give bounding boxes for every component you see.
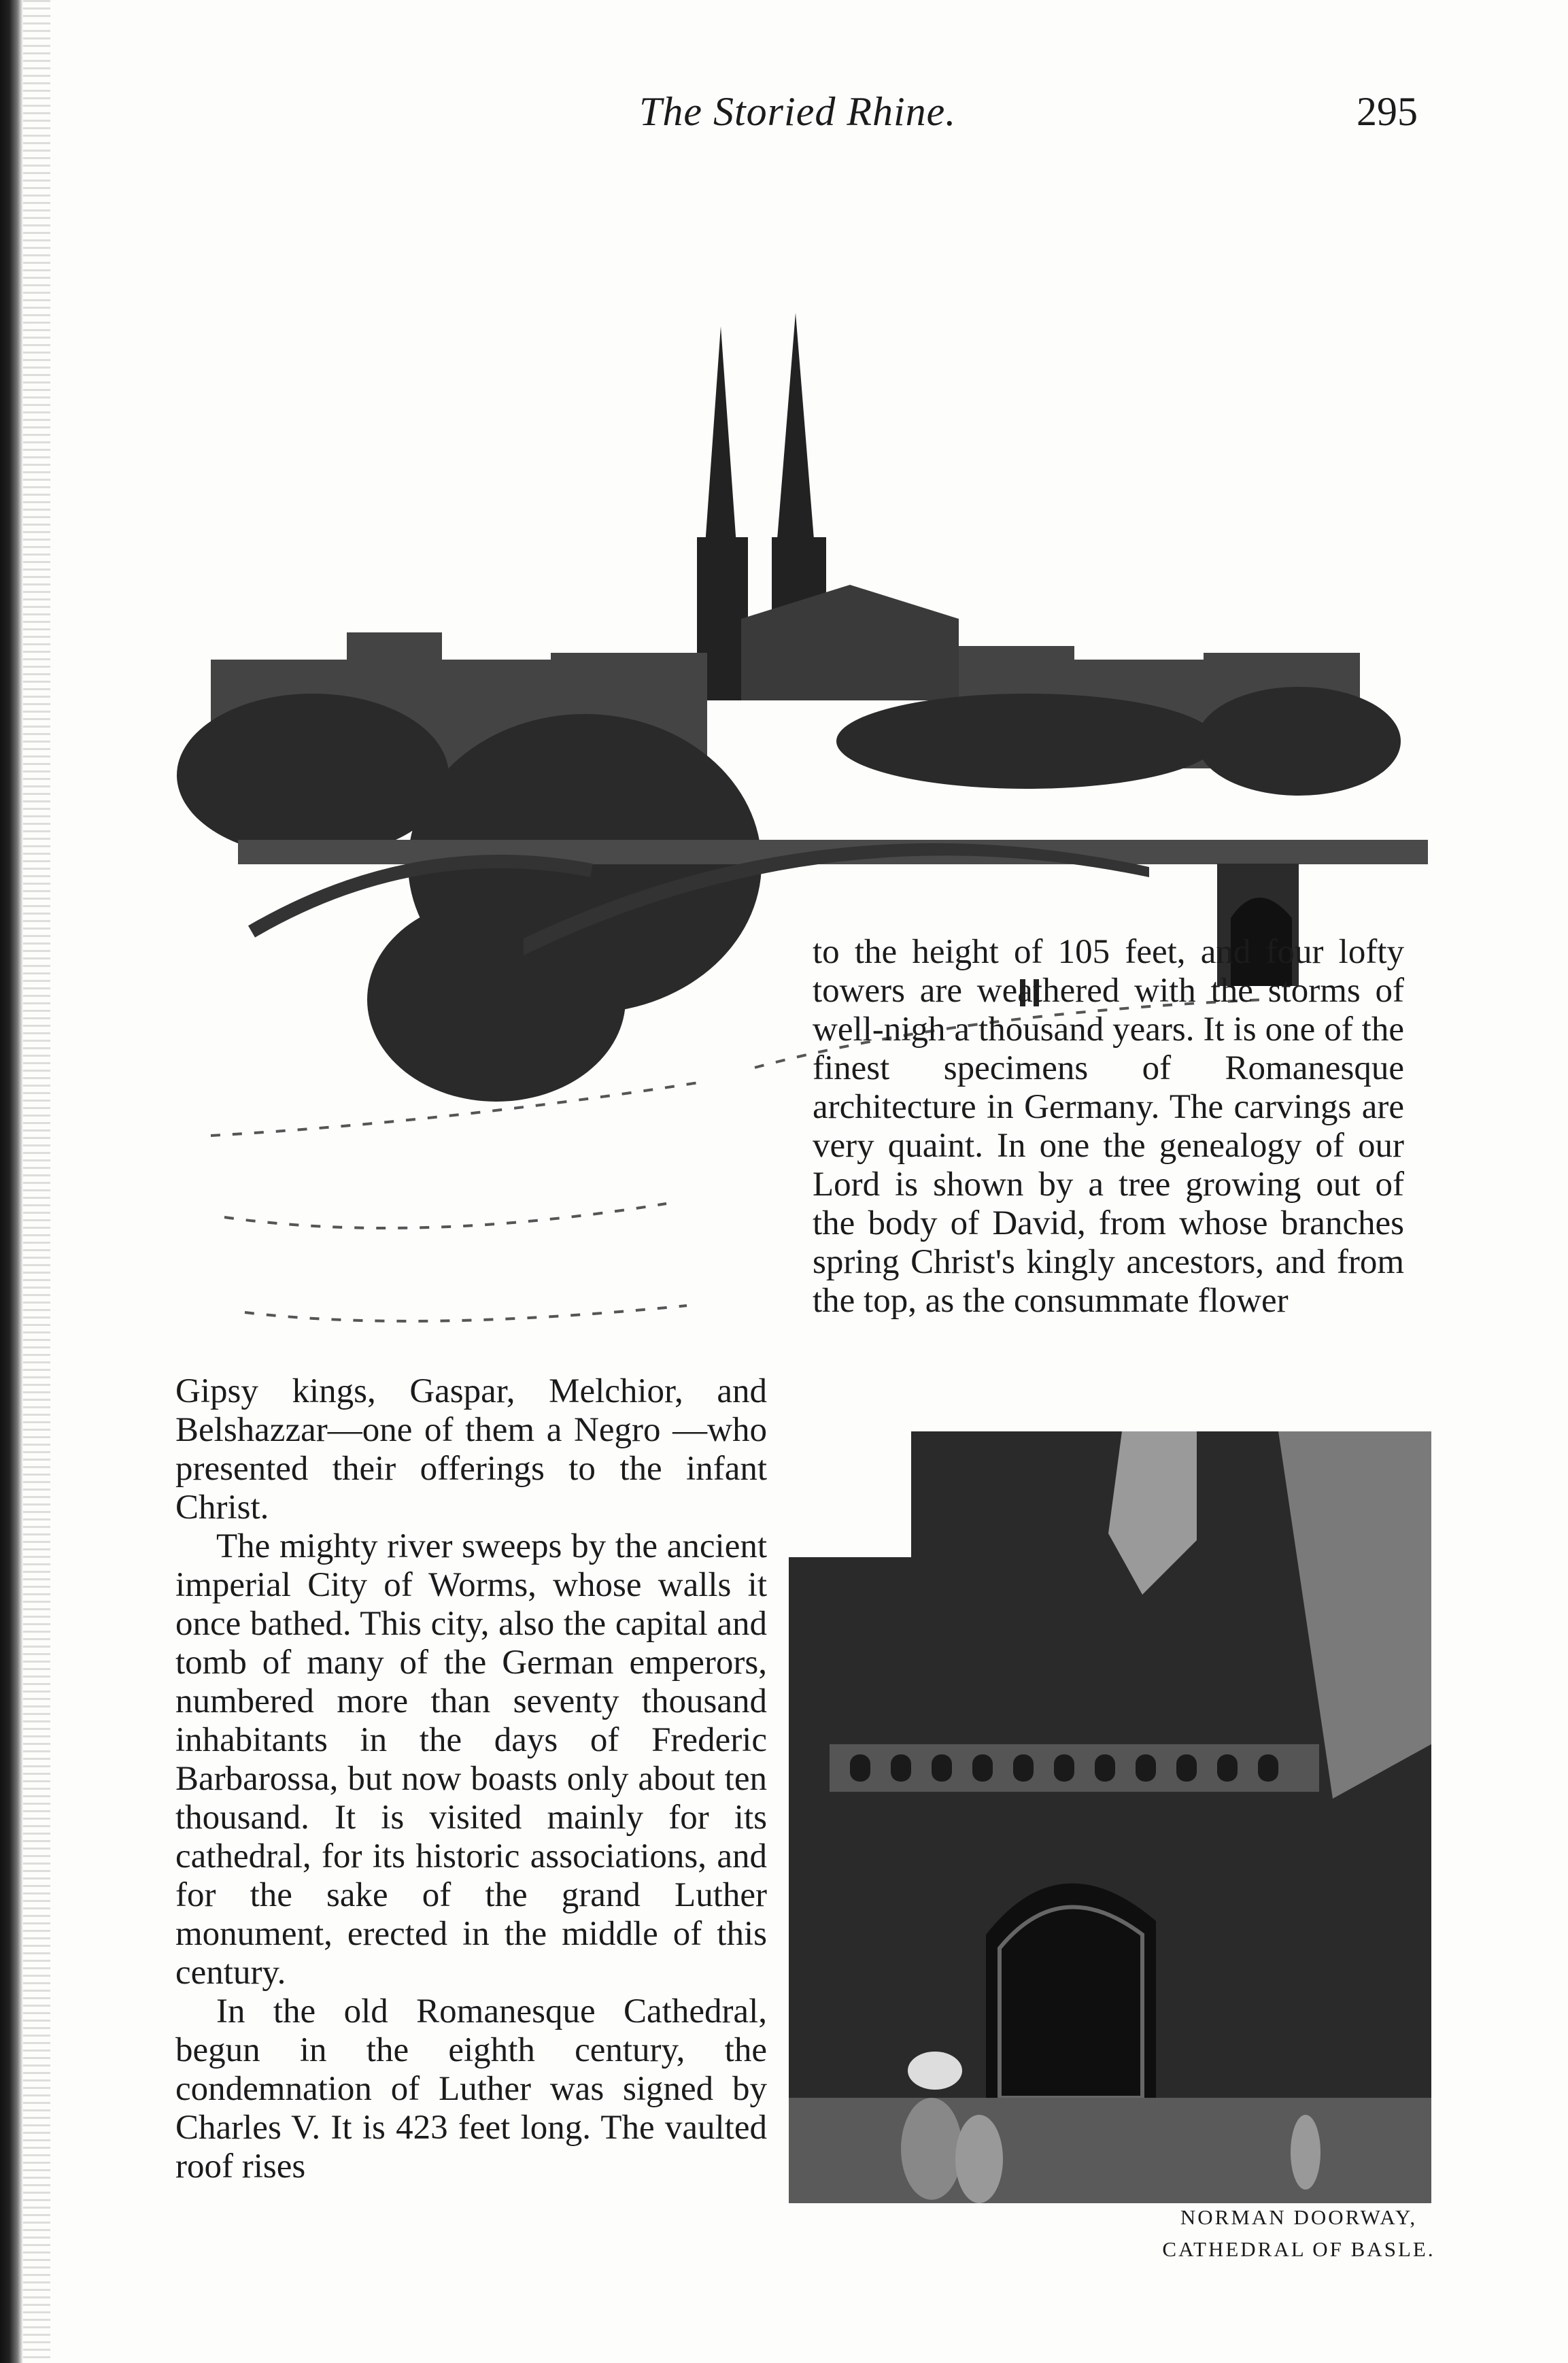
left-paragraph-1: Gipsy kings, Gaspar, Melchior, and Belshazzar—one of them a Negro —who presented their offerings to the infant Christ. <box>175 1372 767 1527</box>
page-number: 295 <box>1357 89 1418 134</box>
figure-caption-line-1: NORMAN DOORWAY, <box>1180 2205 1418 2229</box>
left-paragraph-3: In the old Romanesque Cathedral, begun in the eighth century, the condemnation of Luther was signed by Charles V. It is 423 feet long. The vaulted roof rises <box>175 1992 767 2186</box>
left-paragraph-2: The mighty river sweeps by the ancient imperial City of Worms, whose walls it once bathed. This city, also the capital and tomb of many of the German emperors, numbered more than seventy thousand inhabitants in the days of Frederic Barbarossa, but now boasts only about ten thousand. It is visited mainly for its cathedral, for its historic associations, and for the sake of the grand Luther monument, erected in the middle of this century. <box>175 1527 767 1992</box>
book-spine-edge <box>0 0 23 2363</box>
running-title: The Storied Rhine. <box>639 89 957 134</box>
right-column-text <box>813 933 1404 1321</box>
right-paragraph-1: to the height of 105 feet, and four lofty towers are weathered with the storms of well-nigh a thousand years. It is one of the finest specimens of Romanesque architecture in Germany. The carvings are very quaint. In one the genealogy of our Lord is shown by a tree growing out of the body of David, from whose branches spring Christ's kingly ancestors, and from the top, as the consummate flower <box>813 933 1404 1320</box>
spine-shadow <box>23 0 50 2363</box>
norman-doorway-photograph <box>789 1418 1431 2203</box>
left-column-text <box>175 1372 767 2186</box>
figure-caption-line-2: CATHEDRAL OF BASLE. <box>1162 2237 1435 2261</box>
